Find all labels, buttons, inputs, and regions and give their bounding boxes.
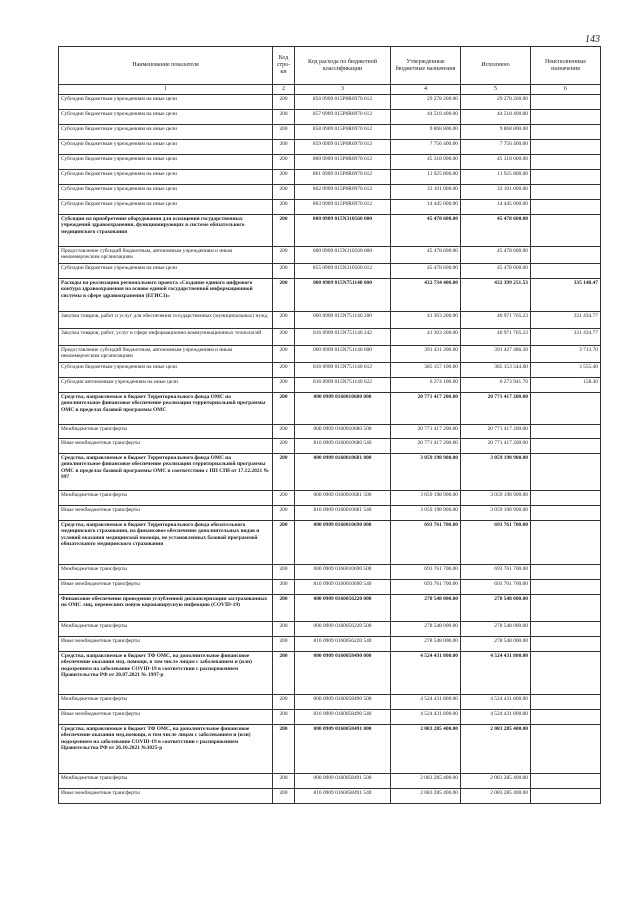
row-executed: 432 399 251.53: [461, 279, 531, 312]
table-row: [59, 125, 601, 140]
row-executed: 385 153 544.60: [461, 363, 531, 378]
row-approved: 278 548 000.00: [391, 622, 461, 637]
row-budget-code: 000 0909 0160010681 000: [295, 454, 391, 491]
row-executed: 3 059 198 900.00: [461, 454, 531, 491]
table-row: [59, 595, 601, 622]
row-line-code: 200: [273, 393, 295, 425]
table-row: [59, 185, 601, 200]
row-unexecuted: 335 148.47: [531, 279, 601, 312]
row-line-code: 200: [273, 264, 295, 279]
row-approved: 391 431 200.00: [391, 346, 461, 363]
table-row: [59, 264, 601, 279]
row-name: Финансовое обеспечение проведения углубленной диспансеризации застрахованных по ОМС лиц, перенесших новую коронавирусную инфекцию (COVID-19): [59, 595, 273, 622]
row-unexecuted: 331 434.77: [531, 312, 601, 329]
row-executed: 693 761 700.00: [461, 521, 531, 565]
row-budget-code: 000 0909 0160058491 500: [295, 774, 391, 789]
row-line-code: 200: [273, 140, 295, 155]
row-approved: 2 083 285 400.00: [391, 725, 461, 774]
row-line-code: 200: [273, 95, 295, 110]
row-approved: 4 524 431 800.00: [391, 695, 461, 710]
row-approved: 2 083 285 400.00: [391, 789, 461, 804]
row-budget-code: 855 0909 015N310560 612: [295, 264, 391, 279]
row-budget-code: 000 0909 0160056220 500: [295, 622, 391, 637]
row-name: Межбюджетные трансферты: [59, 622, 273, 637]
row-unexecuted: [531, 454, 601, 491]
header-executed: Исполнено: [461, 47, 531, 85]
row-line-code: 200: [273, 185, 295, 200]
row-approved: 3 059 198 900.00: [391, 454, 461, 491]
row-budget-code: 000 0909 0160010690 000: [295, 521, 391, 565]
row-name: Субсидии бюджетным учреждениям на иные цели: [59, 264, 273, 279]
row-line-code: 200: [273, 652, 295, 695]
column-number-row: [59, 85, 601, 95]
column-number: 1: [59, 85, 273, 95]
row-name: Иные межбюджетные трансферты: [59, 580, 273, 595]
table-row: [59, 695, 601, 710]
row-executed: 278 548 000.00: [461, 595, 531, 622]
row-name: Субсидии бюджетным учреждениям на иные цели: [59, 185, 273, 200]
header-unexecuted: Неисполненные назначения: [531, 47, 601, 85]
row-budget-code: 000 0909 015N751140 000: [295, 279, 391, 312]
row-unexecuted: [531, 110, 601, 125]
row-approved: 3 059 198 900.00: [391, 506, 461, 521]
row-unexecuted: [531, 439, 601, 454]
row-budget-code: 858 0909 015Р0R6970 612: [295, 125, 391, 140]
table-row: [59, 312, 601, 329]
row-executed: 40 971 765.23: [461, 312, 531, 329]
row-line-code: 200: [273, 247, 295, 264]
table-row: [59, 155, 601, 170]
row-unexecuted: [531, 789, 601, 804]
row-line-code: 200: [273, 363, 295, 378]
row-budget-code: 816 0909 0160010681 540: [295, 506, 391, 521]
row-line-code: 200: [273, 622, 295, 637]
row-executed: 391 427 486.30: [461, 346, 531, 363]
row-unexecuted: 3 555.40: [531, 363, 601, 378]
row-name: Средства, направляемые в бюджет Территориального фонда ОМС на дополнительное финансовое обеспечение реализации территориальной программы ОМС в пределах базовой программы ОМС в соответствии с ПП СПб от 17.12.2021 № 997: [59, 454, 273, 491]
row-line-code: 200: [273, 125, 295, 140]
row-unexecuted: [531, 491, 601, 506]
row-budget-code: 816 0909 0160056220 540: [295, 637, 391, 652]
table-row: [59, 140, 601, 155]
table-row: [59, 170, 601, 185]
row-executed: 4 524 431 800.00: [461, 695, 531, 710]
row-budget-code: 816 0909 015N751140 622: [295, 378, 391, 393]
row-line-code: 200: [273, 710, 295, 725]
row-approved: 2 083 285 400.00: [391, 774, 461, 789]
row-budget-code: 862 0909 015Р0R6970 612: [295, 185, 391, 200]
row-line-code: 200: [273, 170, 295, 185]
table-row: [59, 439, 601, 454]
row-line-code: 200: [273, 725, 295, 774]
row-line-code: 200: [273, 521, 295, 565]
row-unexecuted: [531, 393, 601, 425]
row-name: Межбюджетные трансферты: [59, 425, 273, 439]
row-name: Субсидии бюджетным учреждениям на иные цели: [59, 110, 273, 125]
row-unexecuted: [531, 247, 601, 264]
row-name: Субсидии бюджетным учреждениям на иные цели: [59, 155, 273, 170]
row-name: Предоставление субсидий бюджетным, автономным учреждениям и иным некоммерческим организациям: [59, 346, 273, 363]
row-executed: 45 478 600.00: [461, 215, 531, 247]
column-number: 2: [273, 85, 295, 95]
row-approved: 20 771 417 200.00: [391, 439, 461, 454]
row-unexecuted: [531, 425, 601, 439]
row-approved: 29 278 200.00: [391, 95, 461, 110]
row-budget-code: 000 0909 0160058490 000: [295, 652, 391, 695]
row-budget-code: 816 0909 0160058491 540: [295, 789, 391, 804]
row-name: Межбюджетные трансферты: [59, 491, 273, 506]
row-line-code: 200: [273, 454, 295, 491]
row-executed: 278 548 000.00: [461, 637, 531, 652]
row-budget-code: 000 0909 015N751140 200: [295, 312, 391, 329]
row-approved: 33 101 000.00: [391, 185, 461, 200]
table-row: [59, 279, 601, 312]
row-name: Субсидии бюджетным учреждениям на иные цели: [59, 140, 273, 155]
row-budget-code: 000 0909 0160058490 500: [295, 695, 391, 710]
row-name: Субсидии на приобретение оборудования для оснащения государственных учреждений здравоохранения, функционирующих в системе обязательного медицинского страхования: [59, 215, 273, 247]
row-line-code: 200: [273, 346, 295, 363]
table-row: [59, 580, 601, 595]
row-name: Иные межбюджетные трансферты: [59, 710, 273, 725]
row-unexecuted: [531, 125, 601, 140]
row-line-code: 200: [273, 110, 295, 125]
row-unexecuted: 3 713.70: [531, 346, 601, 363]
table-row: [59, 200, 601, 215]
row-line-code: 200: [273, 789, 295, 804]
row-line-code: 200: [273, 506, 295, 521]
table-row: [59, 565, 601, 580]
table-row: [59, 774, 601, 789]
table-row: [59, 110, 601, 125]
row-line-code: 200: [273, 774, 295, 789]
row-name: Субсидии бюджетным учреждениям на иные цели: [59, 170, 273, 185]
row-line-code: 200: [273, 425, 295, 439]
row-name: Иные межбюджетные трансферты: [59, 789, 273, 804]
row-budget-code: 816 0909 0160058490 540: [295, 710, 391, 725]
row-budget-code: 816 0909 0160010690 540: [295, 580, 391, 595]
row-approved: 3 059 198 900.00: [391, 491, 461, 506]
row-executed: 20 771 417 200.00: [461, 425, 531, 439]
row-approved: 9 868 800.00: [391, 125, 461, 140]
table-row: [59, 346, 601, 363]
table-header-row: [59, 47, 601, 85]
row-approved: 41 303 200.00: [391, 312, 461, 329]
row-name: Средства, направляемые в бюджет ТФ ОМС, на дополнительное финансовое обеспечение оказания мед. помощи, в том числе лицам с заболеванием и (или) подозрением на заболевание COVID-19 в соответствии с распоряжением Правительства РФ от 20.07.2021 № 1997-р: [59, 652, 273, 695]
page-number: 143: [585, 34, 600, 45]
row-executed: 9 868 800.00: [461, 125, 531, 140]
row-unexecuted: [531, 264, 601, 279]
row-executed: 4 524 431 800.00: [461, 710, 531, 725]
row-line-code: 200: [273, 695, 295, 710]
row-unexecuted: [531, 140, 601, 155]
budget-execution-table: [58, 46, 601, 804]
row-executed: 44 518 400.00: [461, 110, 531, 125]
row-name: Предоставление субсидий бюджетным, автономным учреждениям и иным некоммерческим организациям: [59, 247, 273, 264]
row-approved: 11 925 800.00: [391, 170, 461, 185]
row-approved: 14 445 000.00: [391, 200, 461, 215]
row-approved: 278 548 000.00: [391, 595, 461, 622]
row-line-code: 200: [273, 155, 295, 170]
row-executed: 45 478 600.00: [461, 264, 531, 279]
row-name: Субсидии бюджетным учреждениям на иные цели: [59, 95, 273, 110]
row-name: Средства, направляемые в бюджет ТФ ОМС, на дополнительное финансовое обеспечение оказания мед.помощи, в том числе лицам с заболеванием и (или) подозрением на заболевание COVID-19 в соответствии с распоряжением Правительства РФ от 26.10.2021 №3025-р: [59, 725, 273, 774]
row-executed: 45 318 000.00: [461, 155, 531, 170]
row-approved: 41 303 200.00: [391, 329, 461, 346]
row-unexecuted: [531, 185, 601, 200]
row-line-code: 200: [273, 595, 295, 622]
row-line-code: 200: [273, 312, 295, 329]
row-budget-code: 000 0909 015N751140 600: [295, 346, 391, 363]
row-unexecuted: [531, 521, 601, 565]
table-row: [59, 789, 601, 804]
row-approved: 45 478 600.00: [391, 215, 461, 247]
row-name: Иные межбюджетные трансферты: [59, 506, 273, 521]
row-budget-code: 863 0909 015Р0R6970 612: [295, 200, 391, 215]
row-unexecuted: [531, 652, 601, 695]
row-name: Субсидии бюджетным учреждениям на иные цели: [59, 125, 273, 140]
table-row: [59, 247, 601, 264]
row-budget-code: 816 0909 015N751140 612: [295, 363, 391, 378]
row-executed: 6 273 941.70: [461, 378, 531, 393]
row-unexecuted: [531, 200, 601, 215]
row-unexecuted: 331 434.77: [531, 329, 601, 346]
row-budget-code: 859 0909 015Р0R6970 612: [295, 140, 391, 155]
table-row: [59, 652, 601, 695]
row-unexecuted: [531, 565, 601, 580]
row-name: Закупка товаров, работ, услуг в сфере информационно-коммуникационных технологий: [59, 329, 273, 346]
row-unexecuted: [531, 595, 601, 622]
row-name: Иные межбюджетные трансферты: [59, 637, 273, 652]
row-line-code: 200: [273, 580, 295, 595]
row-executed: 29 278 200.00: [461, 95, 531, 110]
table-row: [59, 521, 601, 565]
row-name: Средства, направляемые в бюджет Территориального фонда ОМС на дополнительное финансовое обеспечение реализации территориальной программы ОМС в пределах базовой программы ОМС: [59, 393, 273, 425]
row-executed: 2 083 285 400.00: [461, 774, 531, 789]
table-row: [59, 215, 601, 247]
row-line-code: 200: [273, 439, 295, 454]
row-name: Субсидии бюджетным учреждениям на иные цели: [59, 363, 273, 378]
row-executed: 2 083 285 400.00: [461, 725, 531, 774]
row-line-code: 200: [273, 329, 295, 346]
column-number: 4: [391, 85, 461, 95]
table-row: [59, 95, 601, 110]
row-budget-code: 000 0909 015N310560 600: [295, 247, 391, 264]
row-unexecuted: [531, 155, 601, 170]
row-unexecuted: [531, 170, 601, 185]
row-approved: 4 524 431 800.00: [391, 652, 461, 695]
row-unexecuted: [531, 580, 601, 595]
row-budget-code: 000 0909 0160010681 500: [295, 491, 391, 506]
row-line-code: 200: [273, 215, 295, 247]
row-executed: 45 478 600.00: [461, 247, 531, 264]
row-executed: 693 761 700.00: [461, 580, 531, 595]
row-approved: 278 548 000.00: [391, 637, 461, 652]
row-unexecuted: [531, 695, 601, 710]
row-unexecuted: 158.30: [531, 378, 601, 393]
row-budget-code: 856 0909 015Р0R6970 612: [295, 95, 391, 110]
row-approved: 20 771 417 200.00: [391, 425, 461, 439]
row-name: Средства, направляемые в бюджет Территориального фонда обязательного медицинского страхования, на финансовое обеспечение дополнительных видов и условий оказания медицинской помощи, не установленных базовой программой обязательного медицинского страхования: [59, 521, 273, 565]
table-row: [59, 491, 601, 506]
table-row: [59, 637, 601, 652]
header-line-code: Код стро- ки: [273, 47, 295, 85]
row-executed: 7 756 400.00: [461, 140, 531, 155]
row-unexecuted: [531, 215, 601, 247]
header-approved: Утвержденные бюджетные назначения: [391, 47, 461, 85]
row-budget-code: 857 0909 015Р0R6970 612: [295, 110, 391, 125]
row-unexecuted: [531, 506, 601, 521]
row-executed: 20 771 417 200.00: [461, 439, 531, 454]
row-line-code: 200: [273, 279, 295, 312]
row-budget-code: 816 0909 015N751140 242: [295, 329, 391, 346]
table-row: [59, 622, 601, 637]
row-name: Закупка товаров, работ и услуг для обеспечения государственных (муниципальных) нужд: [59, 312, 273, 329]
row-budget-code: 000 0909 0160010690 500: [295, 565, 391, 580]
row-executed: 3 059 198 900.00: [461, 491, 531, 506]
row-budget-code: 000 0909 0160056220 000: [295, 595, 391, 622]
row-name: Межбюджетные трансферты: [59, 695, 273, 710]
row-approved: 45 478 600.00: [391, 247, 461, 264]
row-name: Субсидии бюджетным учреждениям на иные цели: [59, 200, 273, 215]
table-row: [59, 363, 601, 378]
row-unexecuted: [531, 725, 601, 774]
row-line-code: 200: [273, 637, 295, 652]
row-budget-code: 000 0909 0160010680 000: [295, 393, 391, 425]
row-approved: 45 478 600.00: [391, 264, 461, 279]
row-budget-code: 860 0909 015Р0R6970 612: [295, 155, 391, 170]
row-executed: 33 101 000.00: [461, 185, 531, 200]
row-approved: 432 734 400.00: [391, 279, 461, 312]
column-number: 5: [461, 85, 531, 95]
row-unexecuted: [531, 622, 601, 637]
row-approved: 6 274 100.00: [391, 378, 461, 393]
row-unexecuted: [531, 637, 601, 652]
row-unexecuted: [531, 95, 601, 110]
row-approved: 693 761 700.00: [391, 580, 461, 595]
row-line-code: 200: [273, 565, 295, 580]
row-executed: 4 524 431 800.00: [461, 652, 531, 695]
row-executed: 278 548 000.00: [461, 622, 531, 637]
row-approved: 693 761 700.00: [391, 521, 461, 565]
row-name: Межбюджетные трансферты: [59, 565, 273, 580]
row-executed: 14 445 000.00: [461, 200, 531, 215]
row-executed: 11 925 800.00: [461, 170, 531, 185]
table-row: [59, 506, 601, 521]
row-budget-code: 000 0909 0160010680 500: [295, 425, 391, 439]
table-row: [59, 393, 601, 425]
row-name: Иные межбюджетные трансферты: [59, 439, 273, 454]
row-line-code: 200: [273, 200, 295, 215]
row-approved: 45 318 000.00: [391, 155, 461, 170]
table-row: [59, 425, 601, 439]
row-approved: 7 756 400.00: [391, 140, 461, 155]
row-approved: 385 157 100.00: [391, 363, 461, 378]
row-approved: 20 771 417 200.00: [391, 393, 461, 425]
row-line-code: 200: [273, 491, 295, 506]
table-row: [59, 378, 601, 393]
row-executed: 20 771 417 200.00: [461, 393, 531, 425]
row-executed: 3 059 198 900.00: [461, 506, 531, 521]
row-budget-code: 816 0909 0160010680 540: [295, 439, 391, 454]
row-approved: 693 761 700.00: [391, 565, 461, 580]
row-approved: 44 518 400.00: [391, 110, 461, 125]
table-row: [59, 710, 601, 725]
row-approved: 4 524 431 800.00: [391, 710, 461, 725]
row-executed: 40 971 765.23: [461, 329, 531, 346]
column-number: 3: [295, 85, 391, 95]
header-name: Наименование показателя: [59, 47, 273, 85]
table-row: [59, 725, 601, 774]
row-unexecuted: [531, 774, 601, 789]
row-budget-code: 000 0909 0160058491 000: [295, 725, 391, 774]
table-body: [59, 95, 601, 804]
row-name: Субсидии автономным учреждениям на иные цели: [59, 378, 273, 393]
column-number: 6: [531, 85, 601, 95]
row-line-code: 200: [273, 378, 295, 393]
header-budget-code: Код расхода по бюджетной классификации: [295, 47, 391, 85]
row-executed: 693 761 700.00: [461, 565, 531, 580]
row-unexecuted: [531, 710, 601, 725]
row-executed: 2 083 285 400.00: [461, 789, 531, 804]
row-name: Расходы на реализацию регионального проекта «Создание единого цифрового контура здравоохранения на основе единой государственной информационной системы в сфере здравоохранения (ЕГИСЗ)»: [59, 279, 273, 312]
row-budget-code: 000 0909 015N310560 000: [295, 215, 391, 247]
table-row: [59, 454, 601, 491]
table-row: [59, 329, 601, 346]
row-name: Межбюджетные трансферты: [59, 774, 273, 789]
row-budget-code: 861 0909 015Р0R6970 612: [295, 170, 391, 185]
